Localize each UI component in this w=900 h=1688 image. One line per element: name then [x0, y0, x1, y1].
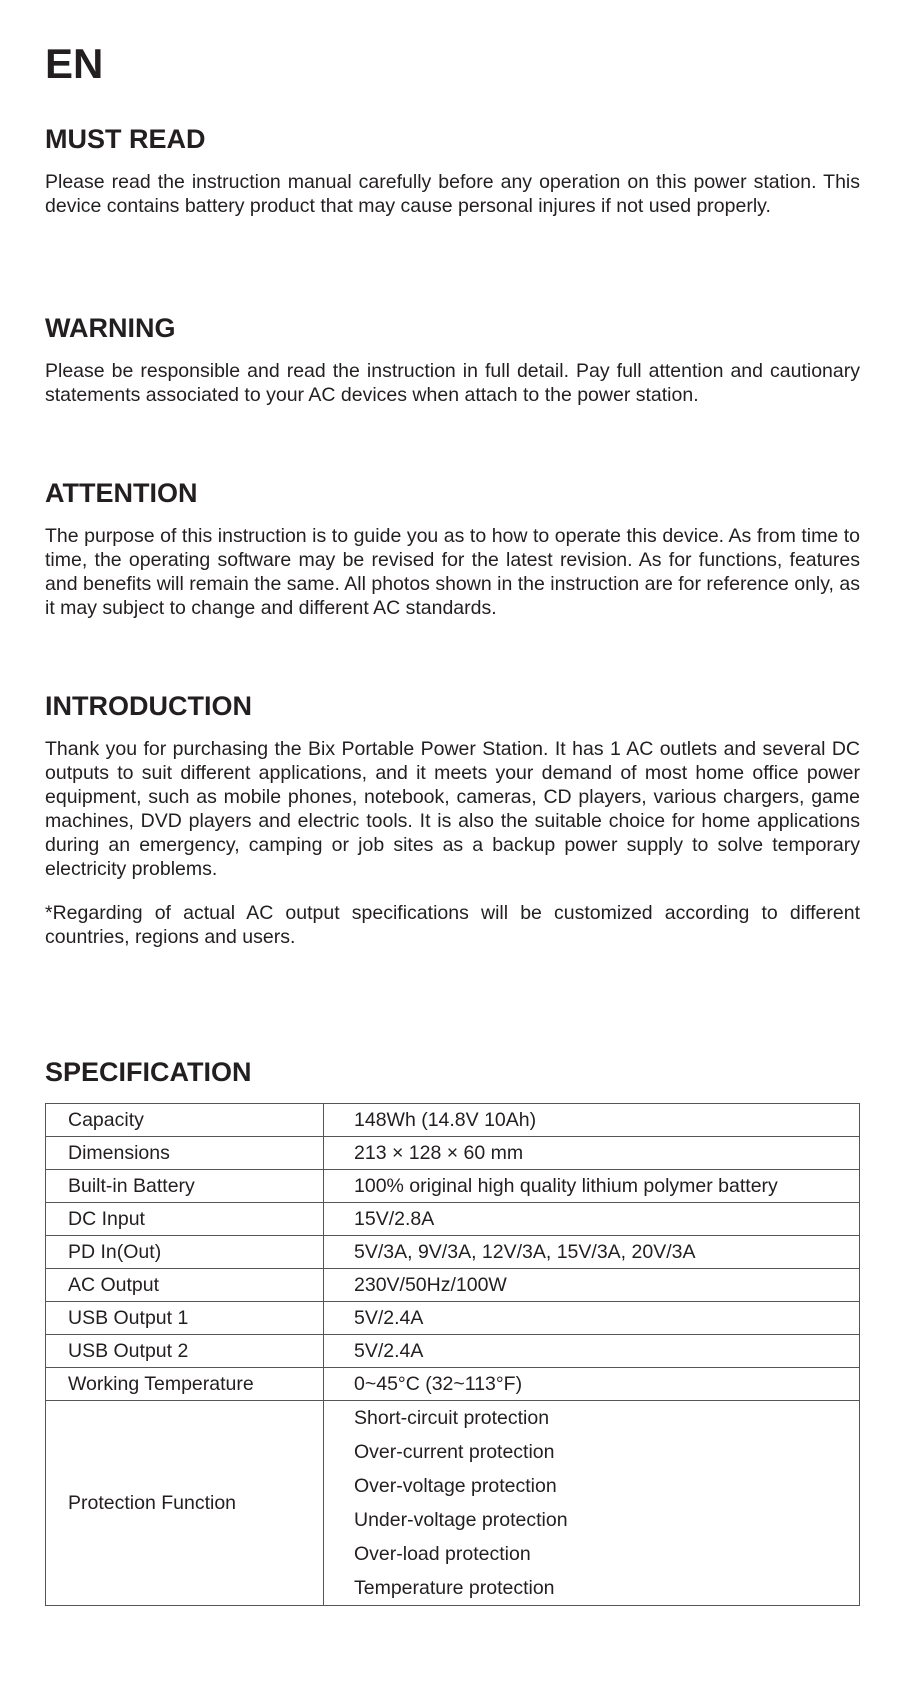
table-row — [46, 1203, 860, 1236]
attention-text: The purpose of this instruction is to guide you as to how to operate this device. As from time to time, the operating software may be revised for the latest revision. As for functions, features and benefits will remain the same. All photos shown in the instruction are for reference only, as it may subject to change and different AC standards. — [45, 525, 860, 619]
must-read-heading: MUST READ — [45, 124, 206, 154]
spec-label: Working Temperature — [46, 1368, 324, 1401]
introduction-heading: INTRODUCTION — [45, 691, 252, 721]
table-row — [46, 1302, 860, 1335]
spec-value: 0~45°C (32~113°F) — [324, 1368, 860, 1401]
warning-section — [45, 311, 860, 407]
protection-item: Short-circuit protection — [354, 1407, 550, 1429]
spec-label: Dimensions — [46, 1137, 324, 1170]
specification-heading: SPECIFICATION — [45, 1057, 252, 1087]
introduction-note: *Regarding of actual AC output specifications will be customized according to different countries, regions and users. — [45, 902, 860, 948]
spec-value: 148Wh (14.8V 10Ah) — [324, 1104, 860, 1137]
protection-item: Over-current protection — [354, 1441, 555, 1463]
language-code: EN — [45, 40, 104, 87]
spec-value: 5V/3A, 9V/3A, 12V/3A, 15V/3A, 20V/3A — [324, 1236, 860, 1269]
spec-label: DC Input — [46, 1203, 324, 1236]
spec-value: 230V/50Hz/100W — [324, 1269, 860, 1302]
warning-text: Please be responsible and read the instruction in full detail. Pay full attention and cautionary statements associated to your AC devices when attach to the power station. — [45, 360, 860, 406]
specification-table — [45, 1103, 860, 1606]
protection-items-cell — [324, 1401, 860, 1606]
must-read-section — [45, 122, 860, 218]
spec-label: Built-in Battery — [46, 1170, 324, 1203]
table-row — [46, 1269, 860, 1302]
table-row — [46, 1170, 860, 1203]
spec-label: PD In(Out) — [46, 1236, 324, 1269]
table-row — [46, 1368, 860, 1401]
spec-value: 5V/2.4A — [324, 1335, 860, 1368]
specification-table-body — [46, 1104, 860, 1606]
protection-label: Protection Function — [46, 1401, 324, 1606]
spec-value: 100% original high quality lithium polymer battery — [324, 1170, 860, 1203]
must-read-text: Please read the instruction manual carefully before any operation on this power station. This device contains battery product that may cause personal injures if not used properly. — [45, 171, 860, 217]
table-row — [46, 1104, 860, 1137]
protection-item: Temperature protection — [354, 1577, 555, 1599]
spec-value: 5V/2.4A — [324, 1302, 860, 1335]
introduction-text: Thank you for purchasing the Bix Portable Power Station. It has 1 AC outlets and several DC outputs to suit different applications, and it meets your demand of most home office power equipment, such as mobile phones, notebook, cameras, CD players, various chargers, game machines, DVD players and electric tools. It is also the suitable choice for home applications during an emergency, camping or job sites as a backup power supply to solve temporary electricity problems. — [45, 738, 860, 880]
table-row — [46, 1137, 860, 1170]
specification-section — [45, 1055, 860, 1606]
attention-section — [45, 476, 860, 620]
spec-value: 15V/2.8A — [324, 1203, 860, 1236]
spec-label: USB Output 1 — [46, 1302, 324, 1335]
table-row-protection — [46, 1401, 860, 1606]
table-row — [46, 1335, 860, 1368]
table-row — [46, 1236, 860, 1269]
introduction-section — [45, 689, 860, 949]
attention-heading: ATTENTION — [45, 478, 198, 508]
spec-label: USB Output 2 — [46, 1335, 324, 1368]
spec-label: Capacity — [46, 1104, 324, 1137]
protection-item: Under-voltage protection — [354, 1509, 568, 1531]
protection-item: Over-load protection — [354, 1543, 531, 1565]
spec-label: AC Output — [46, 1269, 324, 1302]
warning-heading: WARNING — [45, 313, 176, 343]
protection-item: Over-voltage protection — [354, 1475, 557, 1497]
spec-value: 213 × 128 × 60 mm — [324, 1137, 860, 1170]
